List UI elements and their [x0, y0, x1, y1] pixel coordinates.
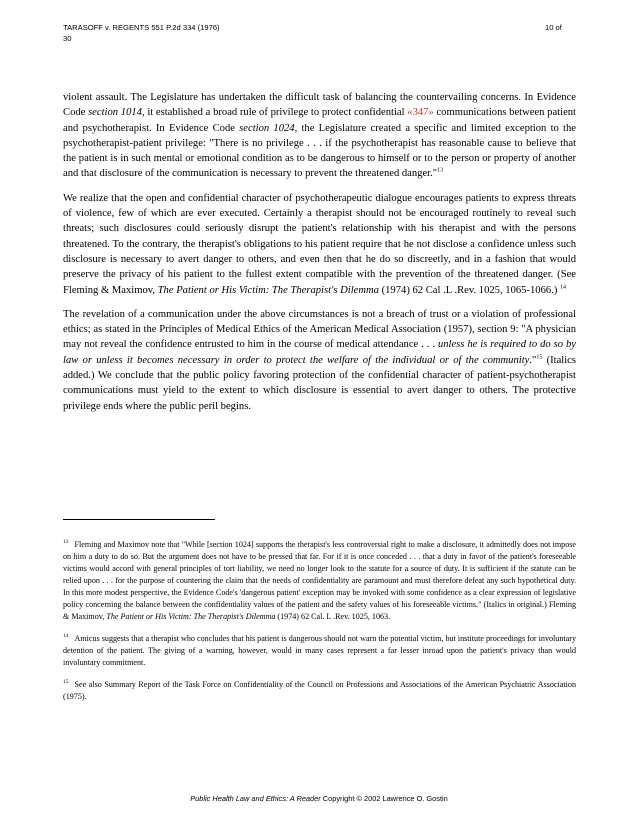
running-header-citation: TARASOFF v. REGENTS 551 P.2d 334 (1976) [63, 23, 220, 32]
paragraph-confidential-dialogue [63, 191, 576, 298]
footnote-number: 14 [63, 633, 69, 640]
footer-copyright: Copyright © 2002 Lawrence O. Gostin [320, 794, 448, 803]
statute-citation: section 1014 [88, 107, 142, 119]
text-run: , it established a broad rule of privilege to protect confidential [141, 107, 408, 119]
footnote-reference[interactable]: 13 [437, 167, 444, 174]
footnote-number: 15 [63, 679, 69, 686]
paragraph-revelation [63, 307, 576, 414]
statute-citation: section 1024 [239, 122, 295, 134]
page-reference-marker: «347» [407, 107, 434, 119]
running-header-page-total: 30 [63, 34, 72, 43]
footnote-13 [63, 539, 576, 623]
page-footer [0, 794, 638, 803]
text-run: ." [529, 354, 537, 366]
footnote-14 [63, 633, 576, 669]
footnote-reference[interactable]: 15 [536, 354, 543, 361]
article-title: The Patient or His Victim: The Therapist's Dilemma [106, 612, 276, 621]
italic-quote: unless he is required to do so by law or unless it becomes necessary in order to protect the welfare of the individual or of the community [63, 339, 576, 366]
text-run: (Italics added.) We conclude that the public policy favoring protection of the confidential character of patient-psychotherapist communications must yield to the extent to which disclosure is essential to avert danger to others. The protective privilege ends where the public peril begins. [63, 354, 576, 412]
footnote-reference[interactable]: 14 [560, 284, 567, 291]
text-run: (1974) 62 Cal. L .Rev. 1025, 1063. [275, 612, 391, 621]
text-run: The revelation of a communication under the above circumstances is not a breach of trust or a violation of professional ethics; as stated in the Principles of Medical Ethics of the American Medical Association (1957), section 9: "A physician may not reveal the confidence entrusted to him in the course of medical attendance . . . [63, 308, 576, 351]
opinion-body [63, 90, 576, 423]
text-run: communications between patient and psychotherapist. In Evidence Code [63, 107, 577, 134]
running-header-page-of: 10 of [545, 23, 562, 32]
text-run: Amicus suggests that a therapist who concludes that his patient is dangerous should not warn the potential victim, but institute proceedings for involuntary detention of the patient. The giving of a warning, however, would in many cases represent a far lesser inroad upon the patient's privacy than would involuntary commitment. [63, 634, 576, 667]
footer-book-title: Public Health Law and Ethics: A Reader [190, 794, 321, 803]
footnote-number: 13 [63, 539, 69, 546]
text-run: violent assault. The Legislature has undertaken the difficult task of balancing the countervailing concerns. In Evidence Code [63, 92, 576, 119]
footnote-divider [63, 519, 215, 520]
text-run: We realize that the open and confidential character of psychotherapeutic dialogue encourages patients to express threats of violence, few of which are ever executed. Certainly a therapist should not be encouraged routinely to reveal such threats; such disclosures could seriously disrupt the patient's relationship with his therapist and with the persons threatened. To the contrary, the therapist's obligations to his patient require that he not disclose a confidence unless such disclosure is necessary to avert danger to others, and even then that he do so discreetly, and in a fashion that would preserve the privacy of his patient to the fullest extent compatible with the prevention of the threatened danger. (See Fleming & Maximov, [63, 192, 576, 296]
text-run: (1974) 62 Cal .L .Rev. 1025, 1065-1066.) [378, 284, 561, 296]
footnote-15 [63, 679, 576, 703]
text-run: Fleming and Maximov note that "While [section 1024] supports the therapist's less controversial right to make a disclosure, it admittedly does not impose on him a duty to do so. But the argument does not have to be pressed that far. For if it is once conceded . . . that a duty in favor of the patient's foreseeable victims would accord with general principles of tort liability, we need no longer look to the statute for a source of duty. It is sufficient if the statute can be relied upon . . . for the purpose of countering the claim that the needs of confidentiality are paramount and must therefore defeat any such hypothetical duty. In this more modest perspective, the Evidence Code's 'dangerous patient' exception may be invoked with some confidence as a clear expression of legislative policy concerning the balance between the confidentiality values of the patient and the safety values of his foreseeable victims." (Italics in original.) Fleming & Maximov, [63, 540, 576, 621]
article-title: The Patient or His Victim: The Therapist's Dilemma [157, 284, 379, 296]
footnotes [63, 539, 576, 713]
text-run: , the Legislature created a specific and limited exception to the psychotherapist-patient privilege: "There is no privilege . . . if the psychotherapist has reasonable cause to believe that the patient is in such mental or emotional condition as to be dangerous to himself or to the person or property of another and that disclosure of the communication is necessary to prevent the threatened danger." [63, 122, 576, 180]
text-run: See also Summary Report of the Task Force on Confidentiality of the Council on Professions and Associations of the American Psychiatric Association (1975). [63, 680, 576, 701]
paragraph-legislature [63, 90, 576, 182]
